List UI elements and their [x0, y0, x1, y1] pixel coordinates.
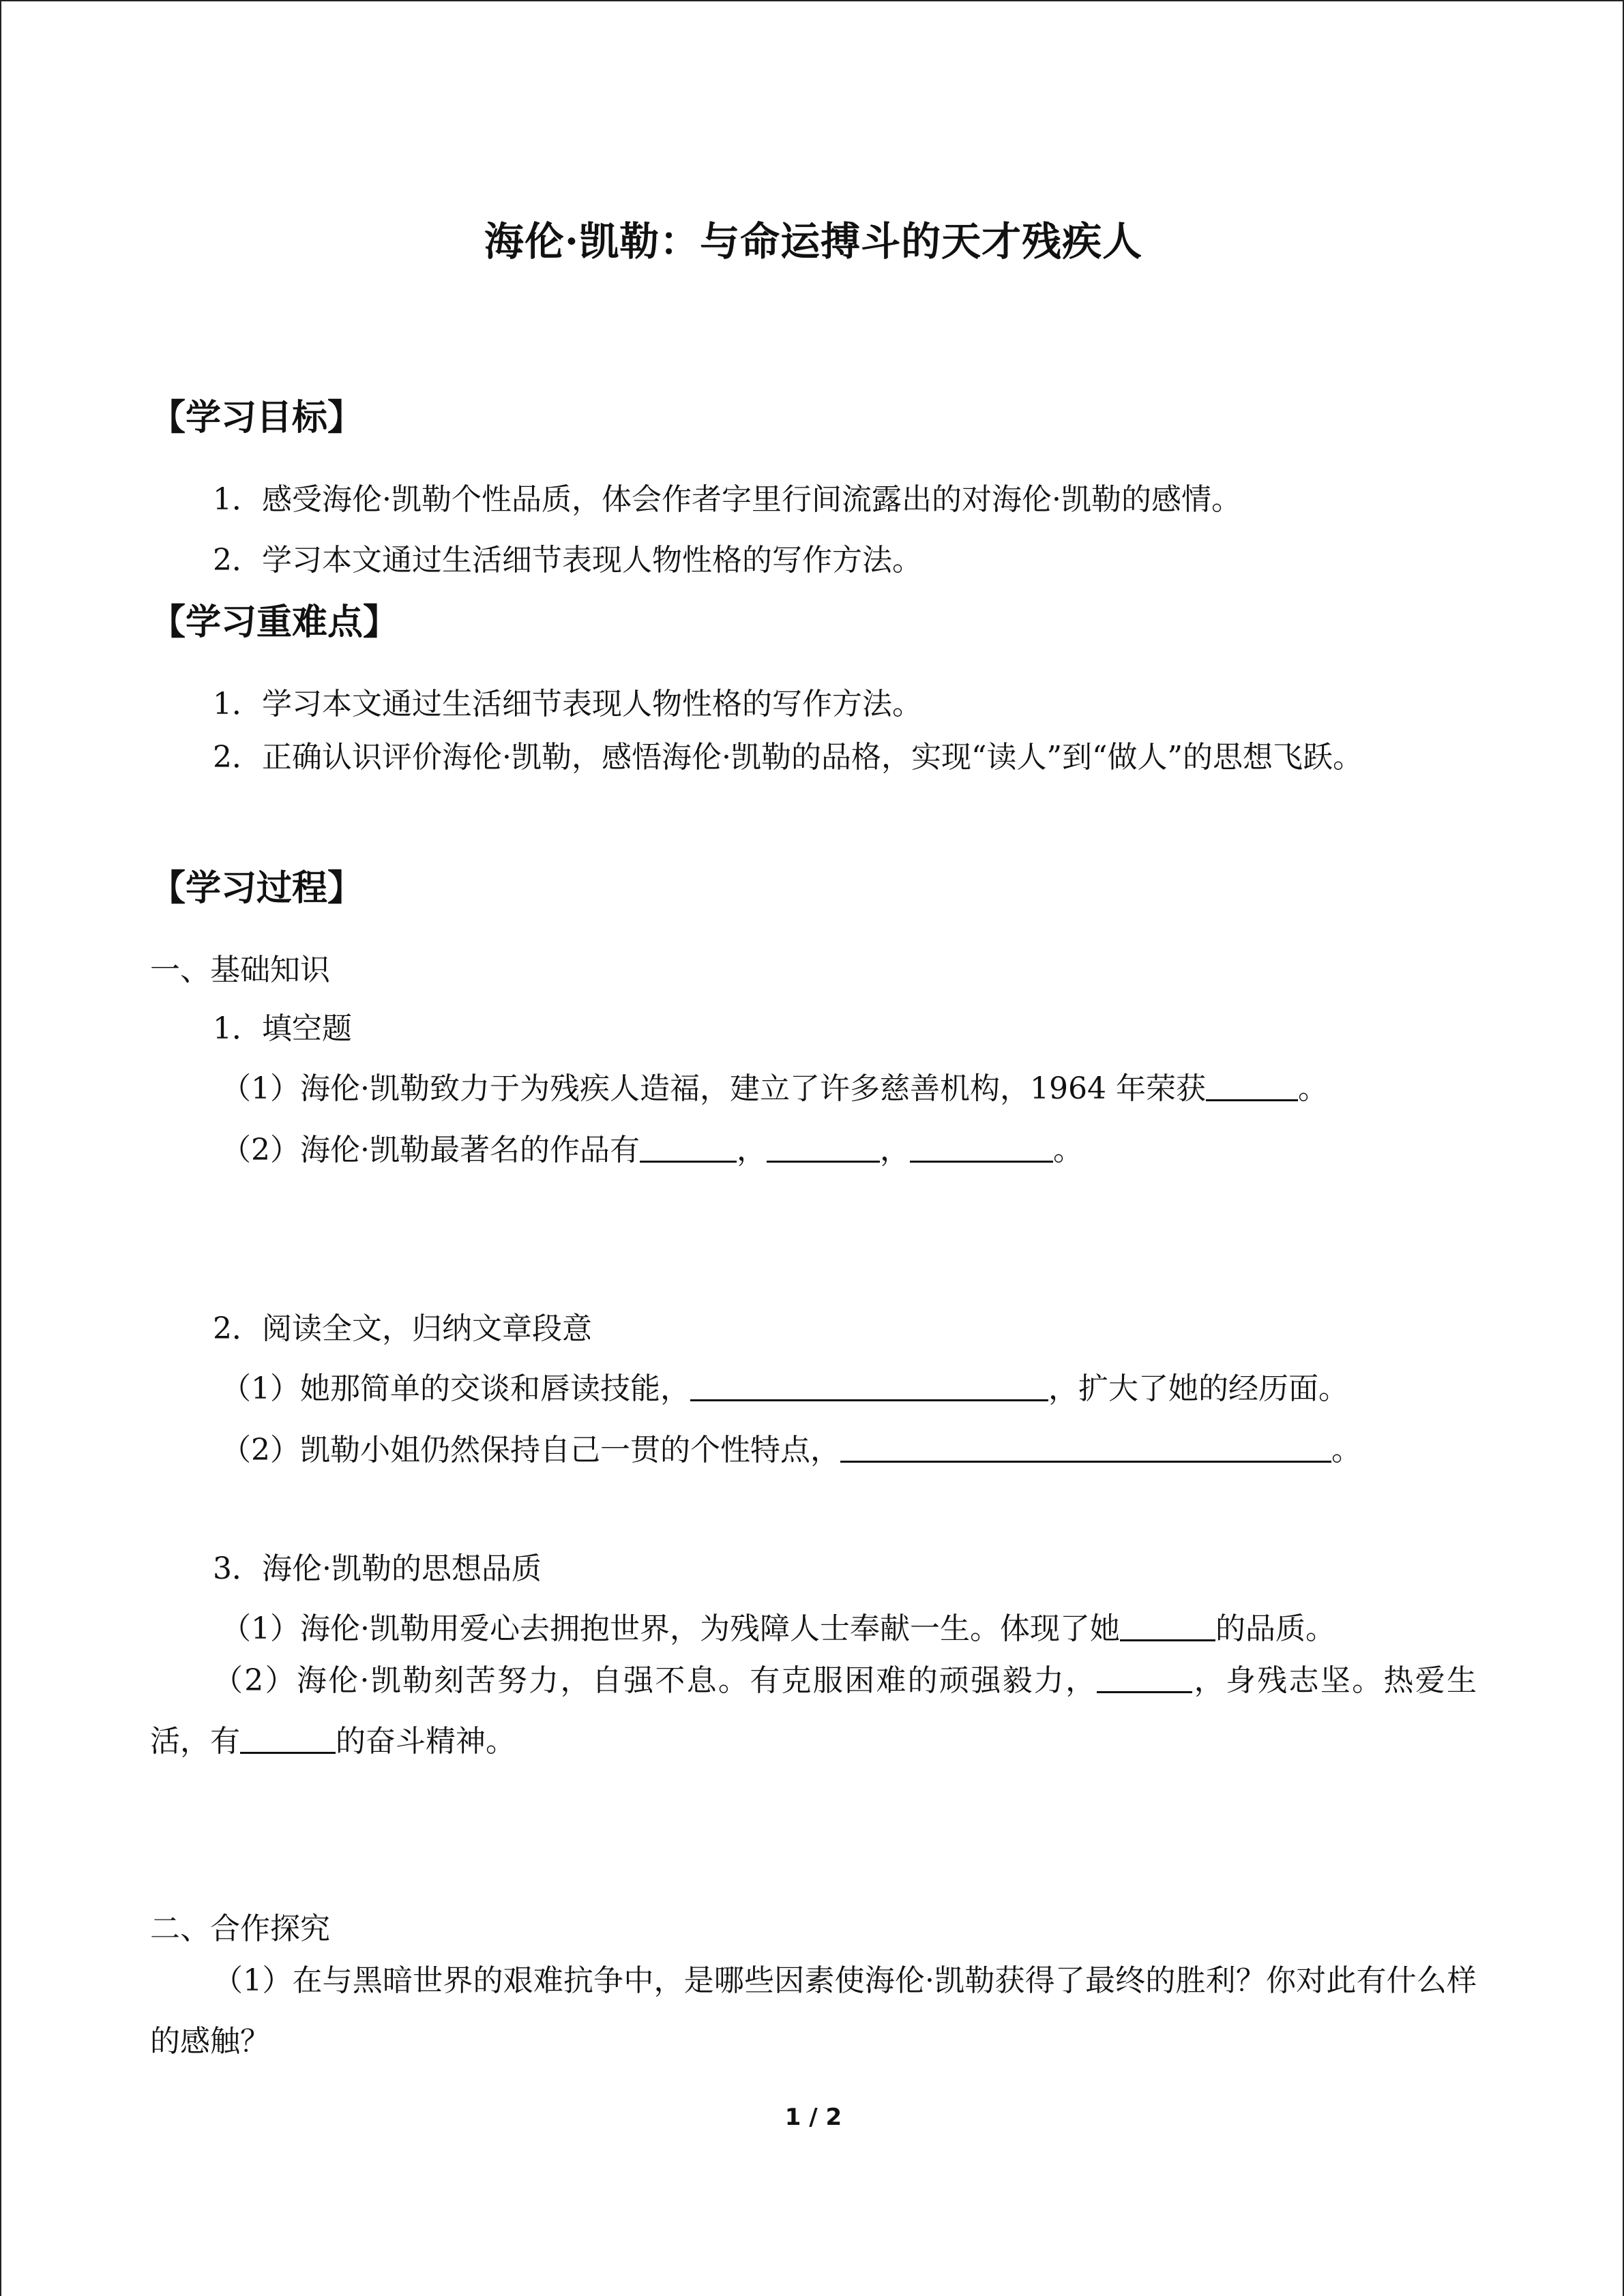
fill-blank[interactable] [840, 1433, 1331, 1463]
q3-item-2-text: （2）海伦·凯勒刻苦努力，自强不息。有克服困难的顽强毅力， [213, 1663, 1097, 1698]
q3-heading: 3．海伦·凯勒的思想品质 [213, 1551, 542, 1586]
q1-item-2-sep: ， [879, 1133, 910, 1167]
fill-blank[interactable] [1097, 1664, 1192, 1693]
section-heading-process: 【学习过程】 [150, 867, 364, 909]
goal-item-1: 1．感受海伦·凯勒个性品质，体会作者字里行间流露出的对海伦·凯勒的感情。 [213, 482, 1241, 517]
fill-blank[interactable] [640, 1133, 737, 1163]
q2-item-2-end: 。 [1331, 1433, 1361, 1467]
fill-blank[interactable] [910, 1133, 1053, 1163]
q2-item-1 [221, 1364, 1348, 1407]
q1-item-2-sep: ， [736, 1133, 767, 1167]
q1-heading: 1．填空题 [213, 1011, 352, 1046]
q2-item-2-text: （2）凯勒小姐仍然保持自己一贯的个性特点， [221, 1433, 840, 1467]
q3-item-1-text: （1）海伦·凯勒用爱心去拥抱世界，为残障人士奉献一生。体现了她 [221, 1611, 1120, 1646]
q2-item-1-text: （1）她那简单的交谈和唇读技能， [221, 1371, 690, 1406]
q1-item-1-text: （1）海伦·凯勒致力于为残疾人造福，建立了许多慈善机构，1964 年荣获 [221, 1071, 1206, 1106]
document-title: 海伦·凯勒：与命运搏斗的天才残疾人 [484, 218, 1143, 265]
q1-item-2 [221, 1125, 1083, 1169]
section-heading-goals: 【学习目标】 [150, 397, 364, 438]
part1-heading: 一、基础知识 [150, 953, 330, 987]
q3-item-2-mid: ，身残志坚。热爱生活，有 [150, 1663, 1477, 1759]
page-number: 1 / 2 [784, 2104, 842, 2131]
q2-item-1-end: ，扩大了她的经历面。 [1048, 1371, 1348, 1406]
part2-heading: 二、合作探究 [150, 1911, 330, 1946]
q3-item-1 [221, 1604, 1335, 1648]
q1-item-2-text: （2）海伦·凯勒最著名的作品有 [221, 1133, 640, 1167]
q1-item-2-end: 。 [1052, 1133, 1083, 1167]
q2-heading: 2．阅读全文，归纳文章段意 [213, 1311, 592, 1346]
fill-blank[interactable] [1120, 1612, 1215, 1641]
part2-item-1: （1）在与黑暗世界的艰难抗争中，是哪些因素使海伦·凯勒获得了最终的胜利？你对此有什么样的感触？ [150, 1963, 1477, 2059]
fill-blank[interactable] [1206, 1072, 1298, 1101]
key-point-item-1: 1．学习本文通过生活细节表现人物性格的写作方法。 [213, 687, 922, 721]
fill-blank[interactable] [767, 1133, 880, 1163]
q3-item-2-end: 的奋斗精神。 [336, 1724, 516, 1759]
q1-item-1 [221, 1064, 1328, 1107]
fill-blank[interactable] [690, 1372, 1048, 1401]
q1-item-1-end: 。 [1297, 1071, 1328, 1106]
q3-item-1-end: 的品质。 [1215, 1611, 1335, 1646]
q3-item-2 [150, 1650, 1477, 1772]
key-point-item-2: 2．正确认识评价海伦·凯勒，感悟海伦·凯勒的品格，实现“读人”到“做人”的思想飞跃。 [213, 740, 1363, 775]
q2-item-2 [221, 1425, 1361, 1469]
goal-item-2: 2．学习本文通过生活细节表现人物性格的写作方法。 [213, 543, 922, 578]
fill-blank[interactable] [240, 1725, 336, 1754]
section-heading-key-points: 【学习重难点】 [150, 601, 399, 643]
